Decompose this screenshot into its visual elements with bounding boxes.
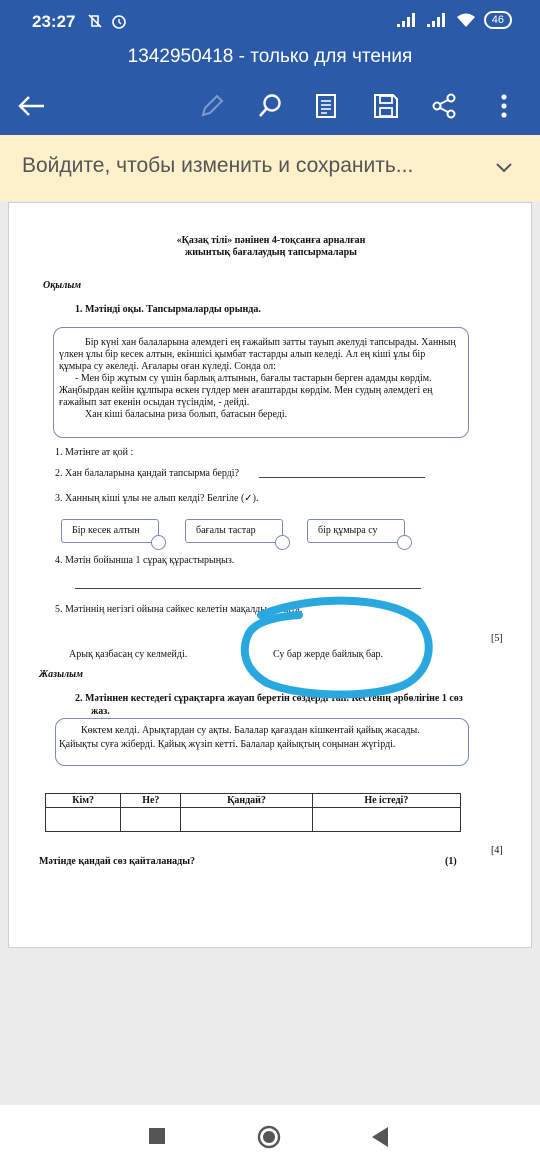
section-reading: Оқылым — [43, 280, 82, 291]
pencil-icon — [199, 93, 225, 119]
signal-icon — [396, 12, 418, 28]
table-header: Не? — [121, 794, 181, 808]
ink-annotation — [9, 203, 533, 949]
task1-instruction: 1. Мәтінді оқы. Тапсырмаларды орында. — [75, 304, 261, 315]
sign-in-banner-text: Войдите, чтобы изменить и сохранить... — [22, 154, 414, 177]
score-writing: [4] — [491, 845, 503, 856]
edit-button[interactable] — [192, 86, 232, 126]
back-icon[interactable] — [372, 1127, 390, 1147]
option-label: бір құмыра су — [318, 525, 378, 536]
chevron-down-icon[interactable] — [492, 155, 516, 179]
reading-view-button[interactable] — [306, 86, 346, 126]
question-3: 3. Ханның кіші ұлы не алып келді? Белгіле (✓). — [55, 493, 259, 504]
more-icon — [500, 93, 508, 119]
final-score: (1) — [445, 856, 457, 867]
task2-instruction: жаз. — [91, 706, 110, 717]
signal-2-icon — [426, 12, 448, 28]
save-icon — [373, 93, 399, 119]
question-1: 1. Мәтінге ат қой : — [55, 447, 134, 458]
search-icon — [257, 93, 283, 119]
passage-line: - Мен бір жұтым су үшін барлық алтынын, бағалы тастарын берген адамды көрдім. — [75, 373, 432, 384]
doc-heading-line1: «Қазақ тілі» пәнінен 4-тоқсанға арналған — [176, 235, 366, 246]
question-2: 2. Хан балаларына қандай тапсырма берді? — [55, 468, 240, 479]
passage-line: Хан кіші баласына риза болып, батасын береді. — [85, 409, 288, 420]
question-5: 5. Мәтіннің негізгі ойына сәйкес келетін мақалды анықта. — [55, 604, 303, 615]
status-bar — [0, 0, 540, 42]
passage-line: Бір күні хан балаларына әлемдегі ең ғажайып затты тауып әкелуді тапсырады. Ханның — [85, 337, 456, 348]
sign-in-banner[interactable] — [0, 135, 540, 201]
section-writing: Жазылым — [39, 669, 83, 680]
doc-heading-line2: жиынтық бағалаудың тапсырмалары — [185, 247, 357, 258]
table-header: Не істеді? — [312, 794, 460, 808]
vibrate-off-icon — [86, 12, 104, 30]
back-button[interactable] — [12, 86, 52, 126]
text2-line: Көктем келді. Арықтардан су ақты. Балалар қағаздан кішкентай қайық жасады. — [81, 725, 420, 736]
back-arrow-icon — [18, 94, 46, 118]
passage-line: Жаңбырдан кейін құлпыра өскен гүлдер мен ағаштарды көрдім. Мен судың әлемдегі ең — [59, 385, 433, 396]
passage-line: үлкен ұлы бір кесек алтын, екіншісі қымбат тастарды алып келеді. Ал ең кіші ұлы бір — [59, 349, 426, 360]
search-button[interactable] — [250, 86, 290, 126]
option-label: Бір кесек алтын — [72, 525, 140, 536]
battery-indicator: 46 — [484, 11, 512, 29]
proverb-option: Арық қазбасаң су келмейді. — [69, 649, 188, 660]
recent-apps-icon[interactable] — [149, 1128, 165, 1144]
wifi-icon — [456, 12, 476, 28]
home-icon[interactable] — [257, 1125, 281, 1149]
question-4: 4. Мәтін бойынша 1 сұрақ құрастырыңыз. — [55, 555, 235, 566]
passage-line: ғажайып зат екенін осыдан түсіндім, - дейді. — [59, 397, 250, 408]
table-header: Қандай? — [181, 794, 312, 808]
document-page[interactable] — [8, 202, 532, 948]
alarm-icon — [110, 12, 128, 30]
table-header: Кім? — [46, 794, 121, 808]
score-reading: [5] — [491, 633, 503, 644]
status-time: 23:27 — [32, 12, 76, 31]
more-options-button[interactable] — [484, 86, 524, 126]
save-button[interactable] — [366, 86, 406, 126]
option-label: бағалы тастар — [196, 525, 256, 536]
reading-view-icon — [315, 93, 337, 119]
final-question: Мәтінде қандай сөз қайталанады? — [39, 856, 196, 867]
share-icon — [431, 93, 457, 119]
share-button[interactable] — [424, 86, 464, 126]
toolbar — [0, 76, 540, 135]
document-title: 1342950418 - только для чтения — [0, 42, 540, 76]
proverb-option: Су бар жерде байлық бар. — [273, 649, 384, 660]
navigation-bar — [0, 1105, 540, 1170]
text2-line: Қайықты суға жіберді. Қайық жүзіп кетті. Балалар қайықтың соңынан жүгірді. — [59, 739, 396, 750]
task2-instruction: 2. Мәтіннен кестедегі сұрақтарға жауап беретін сөздерді тап. Кестенің әрбөлігіне 1 сөз — [75, 693, 463, 704]
passage-line: құмыра су әкеледі. Ағалары оған күледі. Сонда ол: — [59, 361, 276, 372]
